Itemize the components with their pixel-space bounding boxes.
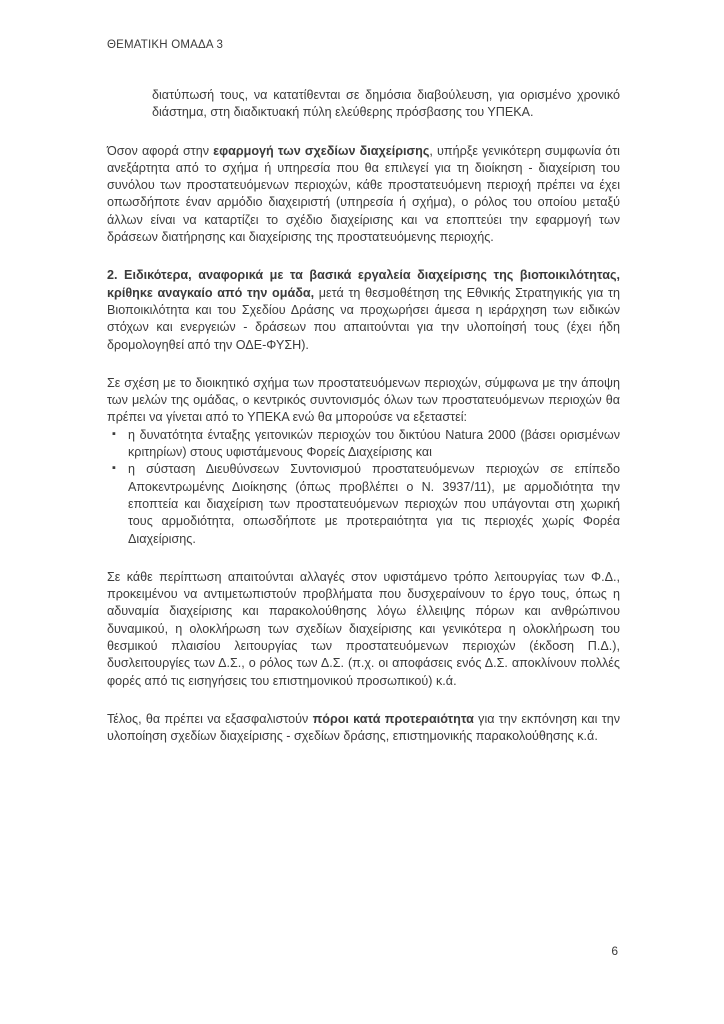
- paragraph-text: μετά τη θεσμοθέτηση της Εθνικής Στρατηγικής για τη Βιοποικιλότητα και του Σχεδίου Δράσης να προχωρήσει άμεσα η ιεράρχηση των ειδικών στόχων και ενεργειών - δράσεων που απαιτούνται για την υλοποίησή τους (έχει ήδη δρομολογηθεί από την ΟΔΕ-ΦΥΣΗ).: [107, 285, 620, 352]
- paragraph-changes: [107, 569, 620, 690]
- paragraph-admin-scheme: [107, 375, 620, 427]
- paragraph-text: Σε κάθε περίπτωση απαιτούνται αλλαγές στον υφιστάμενο τρόπο λειτουργίας των Φ.Δ., προκειμένου να αντιμετωπιστούν προβλήματα που δυσχεραίνουν το έργο τους, όπως η αδυναμία διαχείρισης και παρακολούθησης λόγω έλλειψης πόρων και ανθρώπινου δυναμικού, η ολοκλήρωση των σχεδίων διαχείρισης και γενικότερα η ολοκλήρωση του θεσμικού πλαισίου λειτουργίας των προστατευόμενων περιοχών (έκδοση Π.Δ.), δυσλειτουργίες των Δ.Σ., ο ρόλος των Δ.Σ. (π.χ. οι αποφάσεις ενός Δ.Σ. αποκλίνουν πολλές φορές από τις εισηγήσεις του επιστημονικού προσωπικού) κ.ά.: [107, 569, 620, 688]
- list-item-text: η δυνατότητα ένταξης γειτονικών περιοχών του δικτύου Natura 2000 (βάσει ορισμένων κριτηρίων) στους υφιστάμενους Φορείς Διαχείρισης και: [128, 427, 620, 460]
- bullet-list: [107, 427, 620, 548]
- paragraph-resources: [107, 711, 620, 746]
- paragraph-text: Όσον αφορά στην: [107, 143, 214, 158]
- list-item: [107, 427, 620, 462]
- paragraph-bold-text: πόροι κατά προτεραιότητα: [312, 711, 474, 726]
- bullet-icon: ▪: [112, 462, 116, 475]
- paragraph-bold-text: εφαρμογή των σχεδίων διαχείρισης: [213, 143, 430, 158]
- paragraph-text: Τέλος, θα πρέπει να εξασφαλιστούν: [107, 711, 313, 726]
- bullet-icon: ▪: [112, 427, 116, 440]
- paragraph-implementation: [107, 143, 620, 247]
- paragraph-item2: [107, 267, 620, 353]
- paragraph-text: Σε σχέση με το διοικητικό σχήμα των προστατευόμενων περιοχών, σύμφωνα με την άποψη των μελών της ομάδας, ο κεντρικός συντονισμός όλων των προστατευόμενων περιοχών θα πρέπει να γίνεται από το ΥΠΕΚΑ ενώ θα μπορούσε να εξεταστεί:: [107, 375, 620, 425]
- document-body: [107, 87, 620, 767]
- paragraph-text: για την εκπόνηση και την υλοποίηση σχεδίων διαχείρισης - σχεδίων δράσης, επιστημονικής παρακολούθησης κ.ά.: [107, 711, 621, 744]
- page-header-title: ΘΕΜΑΤΙΚΗ ΟΜΑΔΑ 3: [107, 39, 224, 51]
- list-item-text: η σύσταση Διευθύνσεων Συντονισμού προστατευόμενων περιοχών σε επίπεδο Αποκεντρωμένης Διοίκησης (όπως προβλέπει ο Ν. 3937/11), με αρμοδιότητα την εποπτεία και διαχείριση των προστατευόμενων περιοχών που υπάγονται στη χωρική τους αρμοδιότητα, οπωσδήποτε με προτεραιότητα για τις περιοχές χωρίς Φορέα Διαχείρισης.: [128, 462, 620, 546]
- paragraph-text: διατύπωσή τους, να κατατίθενται σε δημόσια διαβούλευση, για ορισμένο χρονικό διάστημα, στη διαδικτυακή πύλη ελεύθερης πρόσβασης του ΥΠΕΚΑ.: [152, 88, 620, 120]
- list-item: [107, 461, 620, 547]
- paragraph-carryover: [152, 87, 620, 122]
- page-number: 6: [611, 944, 618, 958]
- paragraph-text: , υπήρξε γενικότερη συμφωνία ότι ανεξάρτητα από το σχήμα ή υπηρεσία που θα επιλεγεί για τη διοίκηση - διαχείριση του συνόλου των προστατευόμενων περιοχών, κάθε προστατευόμενη περιοχή πρέπει να έχει οπωσδήποτε έναν αρμόδιο διαχειριστή (υπηρεσία ή σχήμα), ο ρόλος του οποίου μεταξύ άλλων είναι να καταρτίζει το σχέδιο διαχείρισης και να εποπτεύει την εφαρμογή των δράσεων διατήρησης και διαχείρισης της προστατευόμενης περιοχής.: [107, 143, 620, 245]
- paragraph-bold-text: 2. Ειδικότερα, αναφορικά με τα βασικά εργαλεία διαχείρισης της βιοποικιλότητας, κρίθηκε αναγκαίο από την ομάδα,: [107, 268, 620, 300]
